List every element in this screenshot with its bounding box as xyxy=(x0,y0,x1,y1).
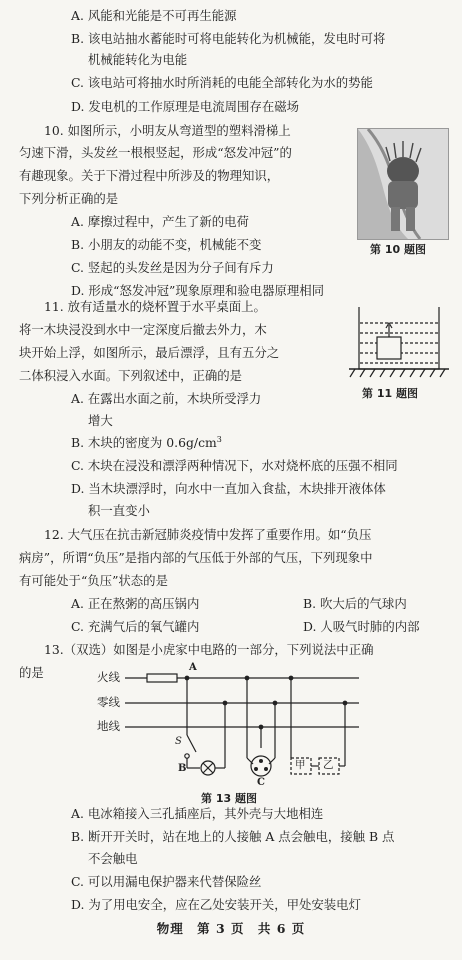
q10-stem: 10. 如图所示，小明友从弯道型的塑料滑梯上 xyxy=(44,123,291,138)
q9-option-b: B. 该电站抽水蓄能时可将电能转化为机械能，发电时可将 xyxy=(71,31,386,46)
q13-stem-2: 的是 xyxy=(19,665,44,680)
q12-option-c: C. 充满气后的氧气罐内 xyxy=(71,619,200,634)
q11-stem: 11. 放有适量水的烧杯置于水平桌面上。 xyxy=(44,299,266,314)
footer-total: 共 6 页 xyxy=(257,921,306,936)
q9-option-b-cont: 机械能转化为电能 xyxy=(88,52,188,67)
q13-stem: 13.（双选）如图是小虎家中电路的一部分，下列说法中正确 xyxy=(44,642,374,657)
footer-subject: 物理 xyxy=(156,921,184,936)
q11-figure-caption: 第 11 题图 xyxy=(362,387,418,400)
q13-option-b-cont: 不会触电 xyxy=(88,851,138,866)
q10-option-a: A. 摩擦过程中，产生了新的电荷 xyxy=(71,214,249,229)
box-jia-label: 甲 xyxy=(295,759,306,771)
q11-stem-3: 块开始上浮，如图所示，最后漂浮，且有五分之 xyxy=(19,345,280,360)
q10-option-c: C. 竖起的头发丝是因为分子间有斥力 xyxy=(71,260,274,275)
q12-option-a: A. 正在熬粥的高压锅内 xyxy=(71,596,200,611)
q13-option-a: A. 电冰箱接入三孔插座后，其外壳与大地相连 xyxy=(71,806,324,821)
q11-option-d: D. 当木块漂浮时，向水中一直加入食盐，木块排开液体体 xyxy=(71,481,386,496)
q13-option-c: C. 可以用漏电保护器来代替保险丝 xyxy=(71,874,262,889)
q10-figure-caption: 第 10 题图 xyxy=(370,243,426,256)
q11-option-c: C. 木块在浸没和漂浮两种情况下，水对烧杯底的压强不相同 xyxy=(71,458,398,473)
beaker-figure xyxy=(349,303,451,381)
q10-stem-4: 下列分析正确的是 xyxy=(19,191,119,206)
q10-stem-2: 匀速下滑，头发丝一根根竖起，形成“怒发冲冠”的 xyxy=(19,145,292,160)
q11-option-b: B. 木块的密度为 $0.6g/cm^3$ xyxy=(71,434,222,450)
q12-option-b: B. 吹大后的气球内 xyxy=(303,596,407,611)
q10-option-d: D. 形成“怒发冲冠”现象原理和验电器原理相同 xyxy=(71,283,325,298)
q10-option-b: B. 小朋友的动能不变，机械能不变 xyxy=(71,237,262,252)
point-b-label: B xyxy=(178,763,187,774)
q11-stem-4: 二体积浸入水面。下列叙述中，正确的是 xyxy=(19,368,243,383)
box-yi-label: 乙 xyxy=(323,759,334,771)
page-footer xyxy=(0,919,462,938)
q9-option-c: C. 该电站可将抽水时所消耗的电能全部转化为水的势能 xyxy=(71,75,373,90)
q13-figure-caption: 第 13 题图 xyxy=(201,792,257,805)
point-c-label: C xyxy=(257,777,265,788)
q11-option-a: A. 在露出水面之前，木块所受浮力 xyxy=(71,391,262,406)
q12-option-d: D. 人吸气时肺的内部 xyxy=(303,619,420,634)
q9-option-a: A. 风能和光能是不可再生能源 xyxy=(71,8,237,23)
q9-option-d: D. 发电机的工作原理是电流周围存在磁场 xyxy=(71,99,300,114)
slide-photo xyxy=(357,128,449,240)
q11-option-d-cont: 积一直变小 xyxy=(88,503,150,518)
point-a-label: A xyxy=(189,662,197,673)
q12-stem-3: 有可能处于“负压”状态的是 xyxy=(19,573,168,588)
fire-line-label: 火线 xyxy=(97,670,120,684)
q11-stem-2: 将一木块浸没到水中一定深度后撤去外力，木 xyxy=(19,322,267,337)
ground-line-label: 地线 xyxy=(97,719,120,733)
q12-stem: 12. 大气压在抗击新冠肺炎疫情中发挥了重要作用。如“负压 xyxy=(44,527,372,542)
q13-option-b: B. 断开开关时，站在地上的人接触 A 点会触电，接触 B 点 xyxy=(71,829,395,844)
footer-page: 第 3 页 xyxy=(197,921,245,936)
q11-option-a-cont: 增大 xyxy=(88,413,113,428)
zero-line-label: 零线 xyxy=(97,695,120,709)
switch-s-label: S xyxy=(175,736,182,747)
q13-option-d: D. 为了用电安全，应在乙处安装开关，甲处安装电灯 xyxy=(71,897,361,912)
q12-stem-2: 病房”，所谓“负压”是指内部的气压低于外部的气压，下列现象中 xyxy=(19,550,373,565)
circuit-diagram xyxy=(97,660,382,790)
q10-stem-3: 有趣现象。关于下滑过程中所涉及的物理知识， xyxy=(19,168,280,183)
